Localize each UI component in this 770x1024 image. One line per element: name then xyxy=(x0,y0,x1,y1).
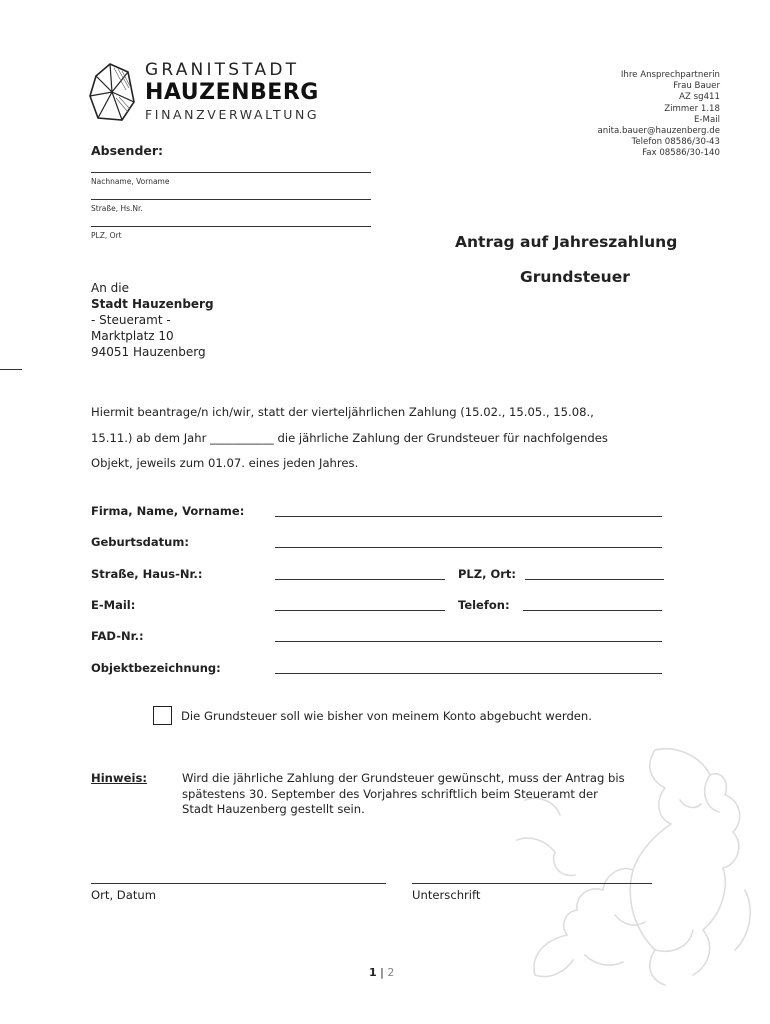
place-date-label: Ort, Datum xyxy=(91,888,157,902)
firma-input-line[interactable] xyxy=(275,516,662,517)
contact-line: Fax 08586/30-140 xyxy=(642,148,720,159)
intro-line1: Hiermit beantrage/n ich/wir, statt der vierteljährlichen Zahlung (15.02., 15.05., 15.08., xyxy=(91,405,594,419)
page-current: 1 xyxy=(369,966,377,979)
signature-line[interactable] xyxy=(412,883,652,884)
recipient-address xyxy=(91,280,214,360)
granite-logo-icon xyxy=(88,62,136,124)
page-number xyxy=(369,966,394,979)
sender-city-label: PLZ, Ort xyxy=(91,231,122,240)
hinweis-label: Hinweis: xyxy=(91,771,148,785)
hinweis-line2: spätestens 30. September des Vorjahres schriftlich beim Steueramt der xyxy=(182,786,598,801)
fold-mark xyxy=(0,369,22,370)
intro-line2: 15.11.) ab dem Jahr ___________ die jährliche Zahlung der Grundsteuer für nachfolgendes xyxy=(91,430,608,445)
label-telefon: Telefon: xyxy=(458,598,510,612)
hinweis-line3: Stadt Hauzenberg gestellt sein. xyxy=(182,802,365,816)
contact-line: Telefon 08586/30-43 xyxy=(631,137,720,148)
label-fad: FAD-Nr.: xyxy=(91,629,144,643)
sender-city-line[interactable] xyxy=(91,226,371,227)
recipient-name: Stadt Hauzenberg xyxy=(91,297,214,311)
label-geburtsdatum: Geburtsdatum: xyxy=(91,535,189,549)
contact-line: Ihre Ansprechpartnerin xyxy=(620,70,720,80)
intro-paragraph xyxy=(91,400,691,477)
label-plz: PLZ, Ort: xyxy=(458,567,517,581)
recipient-line: An die xyxy=(91,281,129,295)
recipient-line: - Steueramt - xyxy=(91,313,171,327)
fad-input-line[interactable] xyxy=(275,641,662,642)
contact-line: E-Mail xyxy=(694,114,720,125)
contact-line: Frau Bauer xyxy=(673,81,720,92)
page-separator: | xyxy=(380,966,384,979)
logo-line3: FINANZVERWALTUNG xyxy=(145,107,320,122)
page-total: 2 xyxy=(387,966,395,979)
label-objekt: Objektbezeichnung: xyxy=(91,661,221,675)
logo-line2: HAUZENBERG xyxy=(145,80,319,105)
logo-line1: GRANITSTADT xyxy=(145,60,300,80)
email-input-line[interactable] xyxy=(275,610,445,611)
label-email: E-Mail: xyxy=(91,598,136,612)
sender-street-label: Straße, Hs.Nr. xyxy=(91,204,143,213)
contact-line: AZ sg411 xyxy=(679,92,720,103)
sender-street-line[interactable] xyxy=(91,199,371,200)
signature-label: Unterschrift xyxy=(412,888,481,902)
logo xyxy=(88,60,320,126)
geburtsdatum-input-line[interactable] xyxy=(275,547,662,548)
label-strasse: Straße, Haus-Nr.: xyxy=(91,567,203,581)
document-title-line2: Grundsteuer xyxy=(520,268,630,286)
recipient-line: 94051 Hauzenberg xyxy=(91,345,206,359)
year-blank[interactable]: ___________ xyxy=(210,430,274,445)
label-firma: Firma, Name, Vorname: xyxy=(91,504,245,518)
sender-name-label: Nachname, Vorname xyxy=(91,177,170,186)
contact-line: Zimmer 1.18 xyxy=(664,103,720,114)
intro-line3: Objekt, jeweils zum 01.07. eines jeden Jahres. xyxy=(91,456,359,470)
debit-checkbox-label: Die Grundsteuer soll wie bisher von meinem Konto abgebucht werden. xyxy=(181,709,592,723)
objekt-input-line[interactable] xyxy=(275,673,662,674)
debit-checkbox[interactable] xyxy=(153,706,172,725)
place-date-line[interactable] xyxy=(91,883,386,884)
plz-input-line[interactable] xyxy=(525,579,664,580)
document-title-line1: Antrag auf Jahreszahlung xyxy=(455,233,678,251)
contact-email[interactable]: anita.bauer@hauzenberg.de xyxy=(597,126,720,137)
telefon-input-line[interactable] xyxy=(523,610,662,611)
recipient-line: Marktplatz 10 xyxy=(91,329,174,343)
contact-block xyxy=(597,70,720,160)
sender-heading: Absender: xyxy=(91,143,164,158)
strasse-input-line[interactable] xyxy=(275,579,445,580)
hinweis-line1: Wird die jährliche Zahlung der Grundsteuer gewünscht, muss der Antrag bis xyxy=(182,771,625,785)
sender-name-line[interactable] xyxy=(91,172,371,173)
hinweis-text xyxy=(182,771,625,818)
